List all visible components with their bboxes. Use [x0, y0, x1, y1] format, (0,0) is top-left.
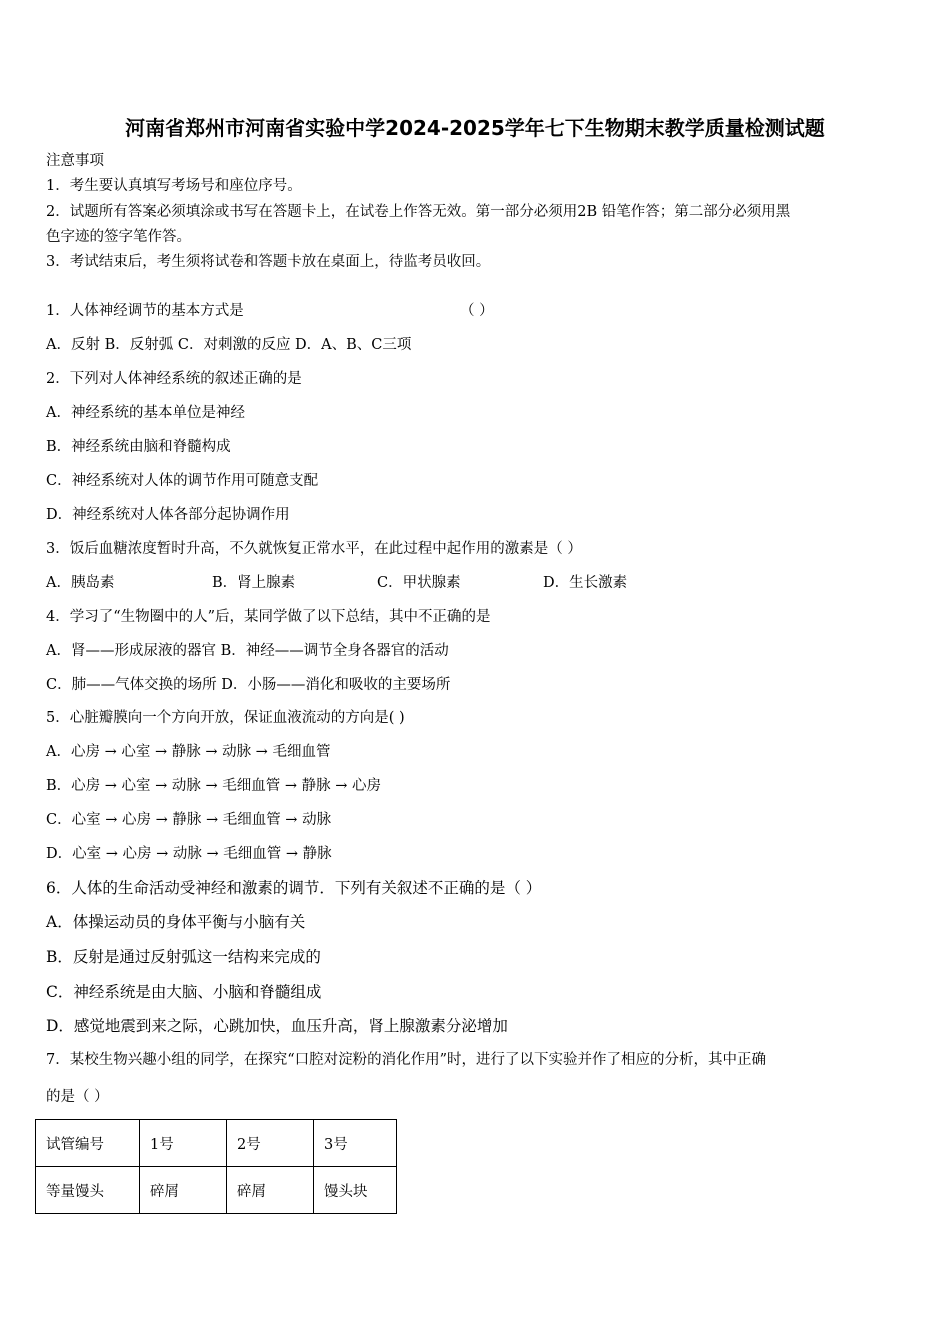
- notice-item: 1．考生要认真填写考场号和座位序号。: [46, 178, 302, 194]
- question-4-stem: 4．学习了“生物圈中的人”后，某同学做了以下总结，其中不正确的是: [46, 609, 491, 625]
- question-5-option-b: B．心房 → 心室 → 动脉 → 毛细血管 → 静脉 → 心房: [46, 778, 381, 794]
- question-6-option-a: A．体操运动员的身体平衡与小脑有关: [46, 913, 306, 931]
- table-cell: 1号: [140, 1120, 227, 1167]
- question-6-option-b: B．反射是通过反射弧这一结构来完成的: [46, 948, 321, 966]
- notice-item: 2．试题所有答案必须填涂或书写在答题卡上，在试卷上作答无效。第一部分必须用2B 铅笔作答；第二部分必须用黑: [46, 204, 791, 220]
- question-5-option-d: D．心室 → 心房 → 动脉 → 毛细血管 → 静脉: [46, 846, 332, 862]
- answer-paren: （ ）: [460, 303, 494, 319]
- notice-heading: 注意事项: [46, 153, 104, 169]
- question-4-options-cd: C．肺——气体交换的场所 D．小肠——消化和吸收的主要场所: [46, 677, 451, 693]
- question-7-stem: 7．某校生物兴趣小组的同学，在探究“口腔对淀粉的消化作用”时，进行了以下实验并作了相应的分析，其中正确: [46, 1052, 767, 1068]
- experiment-table: [35, 1119, 397, 1214]
- question-1-options: A．反射 B．反射弧 C．对刺激的反应 D．A、B、C三项: [46, 337, 412, 353]
- page-title: 河南省郑州市河南省实验中学2024-2025学年七下生物期末教学质量检测试题: [125, 116, 825, 140]
- notice-item: 3．考试结束后，考生须将试卷和答题卡放在桌面上，待监考员收回。: [46, 254, 491, 270]
- question-2-option-c: C．神经系统对人体的调节作用可随意支配: [46, 473, 319, 489]
- question-3-options: [46, 573, 628, 593]
- table-cell: 等量馒头: [36, 1167, 140, 1214]
- option-c: C．甲状腺素: [377, 575, 461, 591]
- table-cell: 碎屑: [140, 1167, 227, 1214]
- option-a: A．胰岛素: [46, 575, 115, 591]
- question-5-option-c: C．心室 → 心房 → 静脉 → 毛细血管 → 动脉: [46, 812, 332, 828]
- table-row: [36, 1167, 397, 1214]
- option-d: D．生长激素: [543, 575, 628, 591]
- question-2-option-b: B．神经系统由脑和脊髓构成: [46, 439, 231, 455]
- table-cell: 碎屑: [227, 1167, 314, 1214]
- table-cell: 馒头块: [314, 1167, 397, 1214]
- option-b: B．肾上腺素: [212, 575, 296, 591]
- question-5-option-a: A．心房 → 心室 → 静脉 → 动脉 → 毛细血管: [46, 744, 331, 760]
- question-1-stem: [46, 301, 494, 321]
- table-cell: 2号: [227, 1120, 314, 1167]
- question-6-option-c: C．神经系统是由大脑、小脑和脊髓组成: [46, 983, 322, 1001]
- question-2-option-d: D．神经系统对人体各部分起协调作用: [46, 507, 290, 523]
- question-6-stem: 6．人体的生命活动受神经和激素的调节．下列有关叙述不正确的是（ ）: [46, 879, 542, 897]
- table-row: [36, 1120, 397, 1167]
- question-5-stem: 5．心脏瓣膜向一个方向开放，保证血液流动的方向是( ): [46, 710, 405, 726]
- table-cell: 3号: [314, 1120, 397, 1167]
- question-6-option-d: D．感觉地震到来之际，心跳加快，血压升高，肾上腺激素分泌增加: [46, 1017, 508, 1035]
- question-2-option-a: A．神经系统的基本单位是神经: [46, 405, 245, 421]
- question-4-options-ab: A．肾——形成尿液的器官 B．神经——调节全身各器官的活动: [46, 643, 449, 659]
- notice-item: 色字迹的签字笔作答。: [46, 229, 191, 245]
- question-stem: 1．人体神经调节的基本方式是: [46, 303, 244, 319]
- question-2-stem: 2．下列对人体神经系统的叙述正确的是: [46, 371, 302, 387]
- table-cell: 试管编号: [36, 1120, 140, 1167]
- question-7-stem-cont: 的是（ ）: [46, 1089, 109, 1105]
- question-3-stem: 3．饭后血糖浓度暂时升高，不久就恢复正常水平，在此过程中起作用的激素是（ ）: [46, 541, 582, 557]
